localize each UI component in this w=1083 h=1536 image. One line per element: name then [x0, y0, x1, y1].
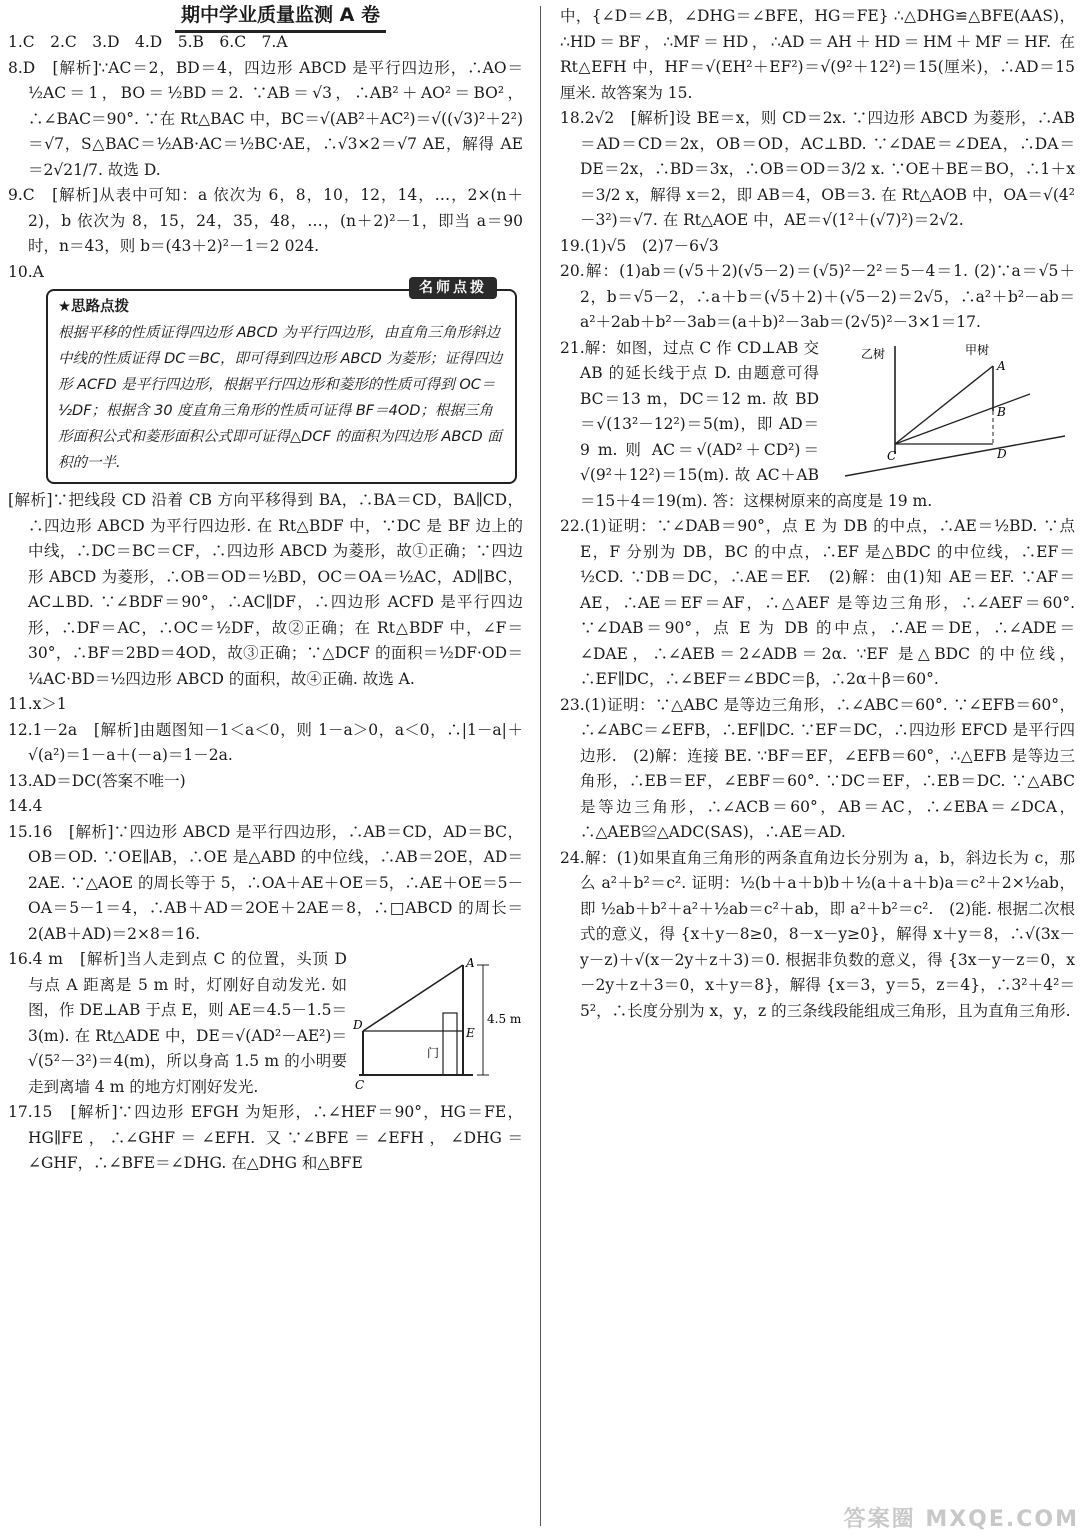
- answer-19: 19.(1)√5 (2)7－6√3: [560, 236, 719, 255]
- answer-23: 23.(1)证明：∵△ABC 是等边三角形，∴∠ABC＝60°. ∵∠EFB＝60°，∴∠ABC＝∠EFB，∴EF∥DC. ∵EF＝DC，∴四边形 EFCD 是平行四边形. (2)解：连接 BE. ∵BF＝EF，∠EFB＝60°，∴△EFB 是等边三角形，∴EB＝EF，∠EBF＝60°. ∵DC＝EF，∴EB＝DC. ∵△ABC 是等边三角形，∴∠ACB＝60°，AB＝AC，∴∠EBA＝∠DCA，∴△AEB≌△ADC(SAS)，∴AE＝AD.: [560, 695, 1075, 841]
- figure-21-trees: [825, 336, 1075, 486]
- right-column: [560, 4, 1075, 1024]
- label-B: B: [997, 404, 1006, 419]
- answer-12: 12.1－2a [解析]由题图知－1＜a＜0，则 1－a＞0，a＜0，∴|1－a|＋√(a²)＝1－a＋(－a)＝1－2a.: [8, 720, 523, 764]
- answer-14: 14.4: [8, 797, 43, 815]
- tip-badge: 名师点拨: [409, 277, 497, 299]
- answer-16: 16.4 m [解析]当人走到点 C 的位置，头顶 D 与点 A 距离是 5 m 时，灯刚好自动发光. 如图，作 DE⊥AB 于点 E，则 AE＝4.5－1.5＝3(m). 在 Rt△ADE 中，DE＝√(AD²－AE²)＝√(5²－3²)＝4(m)，所以身高 1.5 m 的小明要走到离墙 4 m 的地方灯刚好发光.: [8, 950, 347, 1096]
- label-C: C: [355, 1078, 365, 1092]
- label-door: 门: [427, 1046, 440, 1060]
- answer-24: 24.解：(1)如果直角三角形的两条直角边长分别为 a，b，斜边长为 c，那么 a²＋b²＝c². 证明：½(b＋a＋b)b＋½(a＋a＋b)a＝c²＋2×½ab，即 ½ab＋b²＋a²＋½ab＝c²＋ab，即 a²＋b²＝c². (2)能. 根据二次根式的意义，得 {x＋y－8≥0，8－x－y≥0}，解得 x＋y＝8，∴√(3x－y－z)＋√(x－2y＋z＋3)＝0. 根据非负数的意义，得 {3x－y－z＝0，x－2y＋z＋3＝0，x＋y＝8}，解得 {x＝3，y＝5，z＝4}，∴3²＋4²＝5²，∴长度分别为 x，y，z 的三条线段能组成三角形，且为直角三角形.: [560, 848, 1075, 1020]
- page-title: 期中学业质量监测 A 卷: [8, 0, 523, 30]
- answer-8: 8.D [解析]∵AC＝2，BD＝4，四边形 ABCD 是平行四边形，∴AO＝½AC＝1，BO＝½BD＝2. ∵AB＝√3，∴AB²＋AO²＝BO²，∴∠BAC＝90°. ∵在 Rt△BAC 中，BC＝√(AB²＋AC²)＝√((√3)²＋2²)＝√7，S△BAC＝½AB·AC＝½BC·AE，∴√3×2＝√7 AE，解得 AE＝2√21/7. 故选 D.: [8, 58, 523, 179]
- label-E: E: [466, 1026, 475, 1040]
- answer-9: 9.C [解析]从表中可知：a 依次为 6，8，10，12，14，…，2×(n＋2)，b 依次为 8，15，24，35，48，…，(n＋2)²－1，即当 a＝90 时，n＝43，则 b＝(43＋2)²－1＝2 024.: [8, 186, 523, 255]
- label-D: D: [353, 1018, 363, 1032]
- answer-21: 21.解：如图，过点 C 作 CD⊥AB 交 AB 的延长线于点 D. 由题意可得 BC＝13 m，DC＝12 m. 故 BD＝√(13²－12²)＝5(m)，即 AD＝9 m. 则 AC＝√(AD²＋CD²)＝√(9²＋12²)＝15(m). 故 AC＋AB＝15＋4＝19(m). 答：这棵树原来的高度是 19 m.: [560, 338, 933, 510]
- label-tree-yi: 乙树: [861, 346, 886, 361]
- tip-text: 根据平移的性质证得四边形 ABCD 为平行四边形，由直角三角形斜边中线的性质证得 DC＝BC，即可得到四边形 ABCD 为菱形；证得四边形 ACFD 是平行四边形，根据平行四边形和菱形的性质可得到 OC＝½DF；根据含 30 度直角三角形的性质可证得 BF＝4OD；根据三角形面积公式和菱形面积公式即可证得△DCF 的面积为四边形 ABCD 面积的一半.: [58, 325, 503, 471]
- label-C: C: [887, 448, 897, 463]
- answer-17-continued: 中，{∠D＝∠B，∠DHG＝∠BFE，HG＝FE} ∴△DHG≌△BFE(AAS)，∴HD＝BF，∴MF＝HD，∴AD＝AH＋HD＝HM＋MF＝HF. 在 Rt△EFH 中，HF＝√(EH²＋EF²)＝√(9²＋12²)＝15(厘米)，∴AD＝15 厘米. 故答案为 15.: [560, 7, 1075, 102]
- answer-15: 15.16 [解析]∵四边形 ABCD 是平行四边形，∴AB＝CD，AD＝BC，OB＝OD. ∵OE∥AB，∴OE 是△ABD 的中位线，∴AB＝2OE，AD＝2AE. ∵△AOE 的周长等于 5，∴OA＋AE＋OE＝5，∴AE＋OE＝5－OA＝5－1＝4，∴AB＋AD＝2OE＋2AE＝8，∴□ABCD 的周长＝2(AB＋AD)＝2×8＝16.: [8, 822, 523, 943]
- answer-18: 18.2√2 [解析]设 BE＝x，则 CD＝2x. ∵四边形 ABCD 为菱形，∴AB＝AD＝CD＝2x，OB＝OD，AC⊥BD. ∵∠DAE＝∠DEA，∴DA＝DE＝2x，∴BD＝3x，∴OB＝OD＝3/2 x. ∵OE＋BE＝BO，∴1＋x＝3/2 x，解得 x＝2，即 AB＝4，OB＝3. 在 Rt△AOB 中，OA＝√(4²－3²)＝√7. 在 Rt△AOE 中，AE＝√(1²＋(√7)²)＝2√2.: [560, 109, 1075, 229]
- answers-1-7: 1.C 2.C 3.D 4.D 5.B 6.C 7.A: [8, 33, 288, 51]
- watermark: 答案圈 MXQE.COM: [843, 1506, 1079, 1532]
- answer-13: 13.AD＝DC(答案不唯一): [8, 771, 186, 790]
- figure-16-lamp: [353, 953, 523, 1093]
- answer-11: 11.x＞1: [8, 695, 67, 713]
- column-divider: [540, 6, 541, 1526]
- left-column: [8, 0, 523, 1177]
- answer-10-analysis: [解析]∵把线段 CD 沿着 CB 方向平移得到 BA，∴BA＝CD，BA∥CD，∴四边形 ABCD 为平行四边形. 在 Rt△BDF 中，∵DC 是 BF 边上的中线，∴DC＝BC＝CF，∴四边形 ABCD 为菱形，故①正确；∵四边形 ABCD 为菱形，∴OB＝OD＝½BD，OC＝OA＝½AC，AD∥BC，AC⊥BD. ∵∠BDF＝90°，∴AC∥DF，∴四边形 ACFD 是平行四边形，∴DF＝AC，∴OC＝½DF，故②正确；在 Rt△BDF 中，∠F＝30°，∴BF＝2BD＝4OD，故③正确；∵△DCF 的面积＝½DF·OD＝¼AC·BD＝½四边形 ABCD 的面积，故④正确. 故选 A.: [8, 491, 523, 688]
- answer-17: 17.15 [解析]∵四边形 EFGH 为矩形，∴∠HEF＝90°，HG＝FE，HG∥FE，∴∠GHF＝∠EFH. 又∵∠BFE＝∠EFH，∠DHG＝∠GHF，∴∠BFE＝∠DHG. 在△DHG 和△BFE: [8, 1103, 523, 1172]
- label-A: A: [466, 956, 475, 970]
- figure-21-svg: [825, 336, 1075, 486]
- tip-title: ★思路点拨: [58, 299, 129, 315]
- tip-box: [46, 280, 517, 484]
- answer-20: 20.解：(1)ab＝(√5＋2)(√5－2)＝(√5)²－2²＝5－4＝1. (2)∵a＝√5＋2，b＝√5－2，∴a＋b＝(√5＋2)＋(√5－2)＝2√5，∴a²＋b²－ab＝a²＋2ab＋b²－3ab＝(a＋b)²－3ab＝(2√5)²－3×1＝17.: [560, 262, 1075, 331]
- label-height: 4.5 m: [487, 1012, 522, 1026]
- label-A: A: [997, 358, 1006, 373]
- figure-16-svg: [353, 953, 523, 1093]
- label-D: D: [997, 446, 1007, 461]
- answer-22: 22.(1)证明：∵∠DAB＝90°，点 E 为 DB 的中点，∴AE＝½BD. ∵点 E，F 分别为 DB，BC 的中点，∴EF 是△BDC 的中位线，∴EF＝½CD. ∵DB＝DC，∴AE＝EF. (2)解：由(1)知 AE＝EF. ∵AF＝AE，∴AE＝EF＝AF，∴△AEF 是等边三角形，∴∠AEF＝60°. ∵∠DAB＝90°，点 E 为 DB 的中点，∴AE＝DE，∴∠ADE＝∠DAE，∴∠AEB＝2∠ADB＝2α. ∵EF 是△BDC 的中位线，∴EF∥DC，∴∠BEF＝∠BDC＝β，∴2α＋β＝60°.: [560, 517, 1075, 688]
- answer-10: 10.A: [8, 262, 44, 281]
- label-tree-jia: 甲树: [965, 342, 990, 357]
